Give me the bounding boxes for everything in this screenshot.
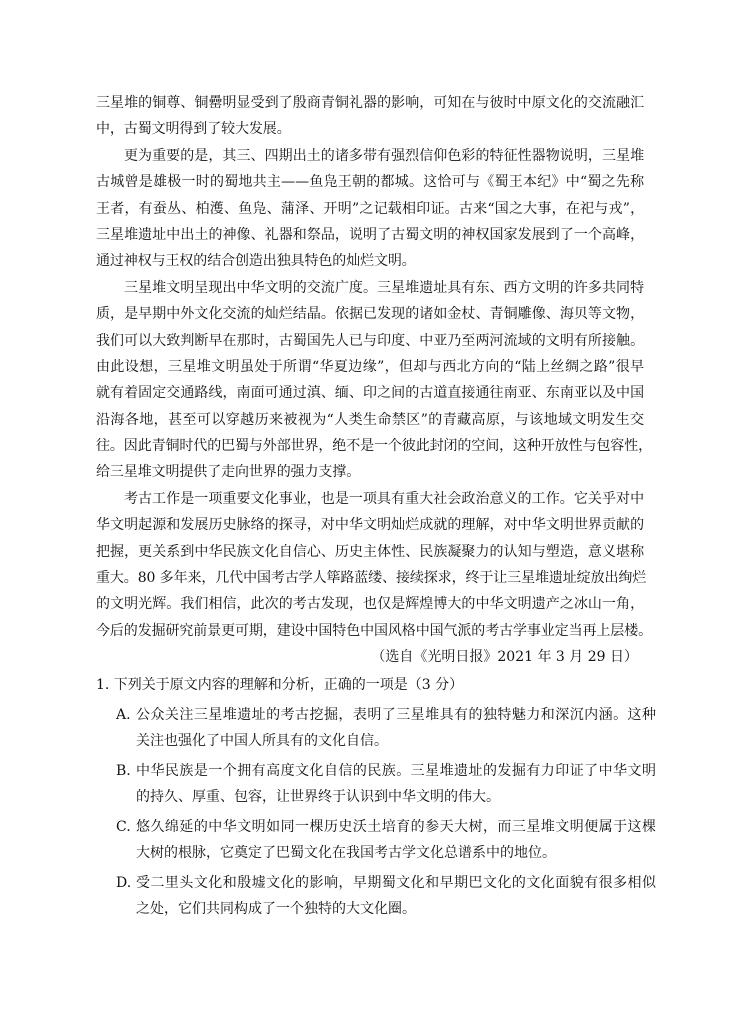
- reading-passage: [96, 90, 652, 671]
- source-citation: （选自《光明日报》2021 年 3 月 29 日）: [371, 649, 638, 666]
- question-1: [96, 672, 656, 922]
- option-c: [96, 814, 656, 866]
- passage-line: 三星堆遗址中出土的神像、礼器和祭品，说明了古蜀文明的神权国家发展到了一个高峰，: [96, 226, 644, 243]
- passage-paragraph-1: [96, 90, 644, 143]
- passage-line: 由此设想，三星堆文明虽处于所谓“华夏边缘”，但却与西北方向的“陆上丝绸之路”很早: [96, 358, 644, 375]
- passage-line: 三星堆文明呈现出中华文明的交流广度。三星堆遗址具有东、西方文明的许多共同特: [124, 279, 644, 296]
- passage-line: 重大。80 多年来，几代中国考古学人筚路蓝缕、接续探求，终于让三星堆遗址绽放出绚烂: [96, 570, 647, 587]
- option-d: [96, 870, 656, 922]
- passage-line: 中，古蜀文明得到了较大发展。: [96, 121, 291, 138]
- option-b: [96, 758, 656, 810]
- passage-paragraph-4: [96, 486, 652, 644]
- passage-line: 质，是早期中外文化交流的灿烂结晶。依据已发现的诸如金杖、青铜雕像、海贝等文物，: [96, 306, 644, 323]
- option-text-line: 关注也强化了中国人所具有的文化自信。: [136, 733, 388, 749]
- passage-paragraph-3: [96, 275, 652, 486]
- passage-line: 更为重要的是，其三、四期出土的诸多带有强烈信仰色彩的特征性器物说明，三星堆: [124, 147, 644, 164]
- option-letter: D.: [116, 875, 132, 891]
- option-letter: C.: [116, 819, 131, 835]
- option-letter: B.: [116, 763, 131, 779]
- passage-line: 我们可以大致判断早在那时，古蜀国先人已与印度、中亚乃至两河流域的文明有所接触。: [96, 332, 644, 349]
- option-text-line: 大树的根脉，它奠定了巴蜀文化在我国考古学文化总谱系中的地位。: [136, 845, 556, 861]
- option-text-line: 悠久绵延的中华文明如同一棵历史沃土培育的参天大树，而三星堆文明便属于这棵: [136, 819, 656, 835]
- passage-line: 华文明起源和发展历史脉络的探寻，对中华文明灿烂成就的理解，对中华文明世界贡献的: [96, 517, 644, 534]
- option-text-line: 公众关注三星堆遗址的考古挖掘，表明了三星堆具有的独特魅力和深沉内涵。这种: [136, 707, 656, 723]
- option-text-line: 之处，它们共同构成了一个独特的大文化圈。: [136, 901, 416, 917]
- option-text-line: 中华民族是一个拥有高度文化自信的民族。三星堆遗址的发掘有力印证了中华文明: [136, 763, 656, 779]
- option-a: [96, 702, 656, 754]
- passage-line: 的文明光辉。我们相信，此次的考古发现，也仅是辉煌博大的中华文明遗产之冰山一角，: [96, 596, 644, 613]
- passage-line: 往。因此青铜时代的巴蜀与外部世界，绝不是一个彼此封闭的空间，这种开放性与包容性，: [96, 438, 652, 455]
- passage-line: 三星堆的铜尊、铜罍明显受到了殷商青铜礼器的影响，可知在与彼时中原文化的交流融汇: [96, 95, 644, 111]
- passage-line: 给三星堆文明提供了走向世界的强力支撑。: [96, 464, 361, 481]
- passage-line: 就有着固定交通路线，南面可通过滇、缅、印之间的古道直接通往南亚、东南亚以及中国: [96, 385, 644, 402]
- option-text-line: 的持久、厚重、包容，让世界终于认识到中华文明的伟大。: [136, 789, 500, 805]
- passage-line: 通过神权与王权的结合创造出独具特色的灿烂文明。: [96, 253, 416, 270]
- option-text-line: 受二里头文化和殷墟文化的影响，早期蜀文化和早期巴文化的文化面貌有很多相似: [136, 875, 656, 891]
- passage-line: 把握，更关系到中华民族文化自信心、历史主体性、民族凝聚力的认知与塑造，意义堪称: [96, 543, 644, 560]
- option-letter: A.: [116, 707, 131, 723]
- passage-line: 王者，有蚕丛、柏濩、鱼凫、蒲泽、开明”之记载相印证。古来“国之大事，在祀与戎”，: [96, 200, 644, 217]
- passage-line: 今后的发掘研究前景更可期，建设中国特色中国风格中国气派的考古学事业定当再上层楼。: [96, 622, 652, 639]
- passage-line: 古城曾是雄极一时的蜀地共主——鱼凫王朝的都城。这恰可与《蜀王本纪》中“蜀之先称: [96, 174, 644, 191]
- question-stem: 1. 下列关于原文内容的理解和分析，正确的一项是（3 分）: [96, 677, 464, 693]
- passage-line: 沿海各地，甚至可以穿越历来被视为“人类生命禁区”的青藏高原，与该地域文明发生交: [96, 411, 644, 428]
- passage-paragraph-2: [96, 143, 644, 275]
- passage-line: 考古工作是一项重要文化事业，也是一项具有重大社会政治意义的工作。它关乎对中: [124, 490, 644, 507]
